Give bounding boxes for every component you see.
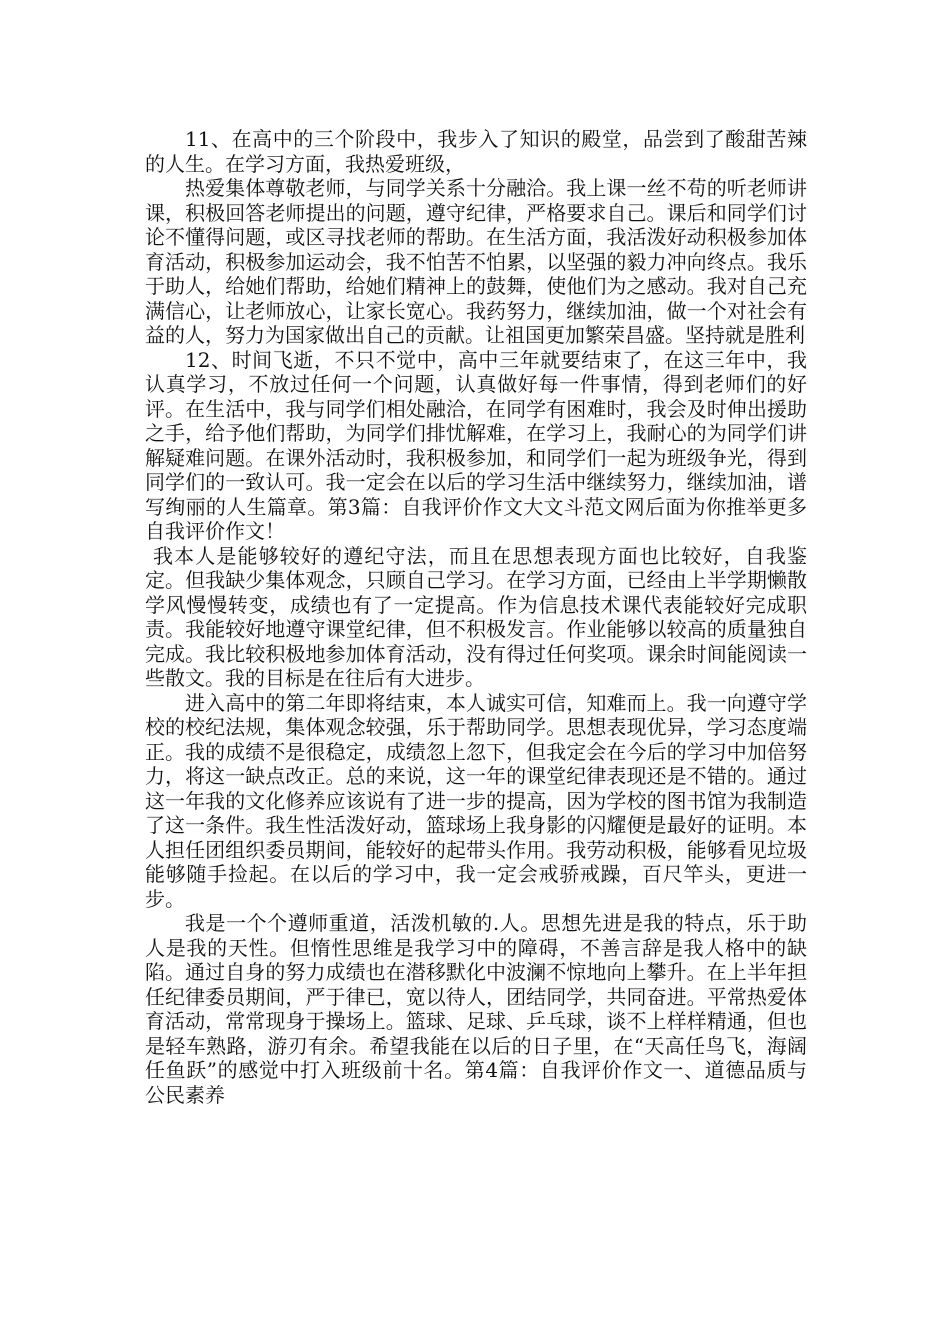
paragraph-11-intro: 11、在高中的三个阶段中，我步入了知识的殿堂，品尝到了酸甜苦辣的人生。在学习方面，我热爱班级，	[145, 127, 807, 176]
paragraph-self-assessment: 我本人是能够较好的遵纪守法，而且在思想表现方面也比较好，自我鉴定。但我缺少集体观念，只顾自己学习。在学习方面，已经由上半学期懒散学风慢慢转变，成绩也有了一定提高。作为信息技术课代表能较好完成职责。我能较好地遵守课堂纪律，但不积极发言。作业能够以较高的质量独自完成。我比较积极地参加体育活动，没有得过任何奖项。课余时间能阅读一些散文。我的目标是在往后有大进步。	[145, 543, 807, 690]
paragraph-11-body: 热爱集体尊敬老师，与同学关系十分融洽。我上课一丝不苟的听老师讲课，积极回答老师提出的问题，遵守纪律，严格要求自己。课后和同学们讨论不懂得问题，或区寻找老师的帮助。在生活方面，我活泼好动积极参加体育活动，积极参加运动会，我不怕苦不怕累，以坚强的毅力冲向终点。我乐于助人，给她们帮助，给她们精神上的鼓舞，使他们为之感动。我对自己充满信心，让老师放心，让家长宽心。我药努力，继续加油，做一个对社会有益的人，努力为国家做出自己的贡献。让祖国更加繁荣昌盛。坚持就是胜利	[145, 176, 807, 347]
paragraph-second-year: 进入高中的第二年即将结束，本人诚实可信，知难而上。我一向遵守学校的校纪法规，集体观念较强，乐于帮助同学。思想表现优异，学习态度端正。我的成绩不是很稳定，成绩忽上忽下，但我定会在今后的学习中加倍努力，将这一缺点改正。总的来说，这一年的课堂纪律表现还是不错的。通过这一年我的文化修养应该说有了进一步的提高，因为学校的图书馆为我制造了这一条件。我生性活泼好动，篮球场上我身影的闪耀便是最好的证明。本人担任团组织委员期间，能较好的起带头作用。我劳动积极，能够看见垃圾能够随手捡起。在以后的学习中，我一定会戒骄戒躁，百尺竿头，更进一步。	[145, 690, 807, 911]
paragraph-12: 12、时间飞逝，不只不觉中，高中三年就要结束了，在这三年中，我认真学习，不放过任何一个问题，认真做好每一件事情，得到老师们的好评。在生活中，我与同学们相处融洽，在同学有困难时，我会及时伸出援助之手，给予他们帮助，为同学们排忧解难，在学习上，我耐心的为同学们讲解疑难问题。在课外活动时，我积极参加，和同学们一起为班级争光，得到同学们的一致认可。我一定会在以后的学习生活中继续努力，继续加油，谱写绚丽的人生篇章。第3篇：自我评价作文大文斗范文网后面为你推举更多自我评价作文！	[145, 347, 807, 543]
paragraph-personality: 我是一个个遵师重道，活泼机敏的.人。思想先进是我的特点，乐于助人是我的天性。但惰性思维是我学习中的障碍，不善言辞是我人格中的缺陷。通过自身的努力成绩也在潜移默化中波澜不惊地向上攀升。在上半年担任纪律委员期间，严于律已，宽以待人，团结同学，共同奋进。平常热爱体育活动，常常现身于操场上。篮球、足球、乒乓球，谈不上样样精通，但也是轻车熟路，游刃有余。希望我能在以后的日子里，在“天高任鸟飞，海阔任鱼跃”的感觉中打入班级前十名。第4篇：自我评价作文一、道德品质与公民素养	[145, 911, 807, 1107]
document-body	[145, 127, 807, 1107]
